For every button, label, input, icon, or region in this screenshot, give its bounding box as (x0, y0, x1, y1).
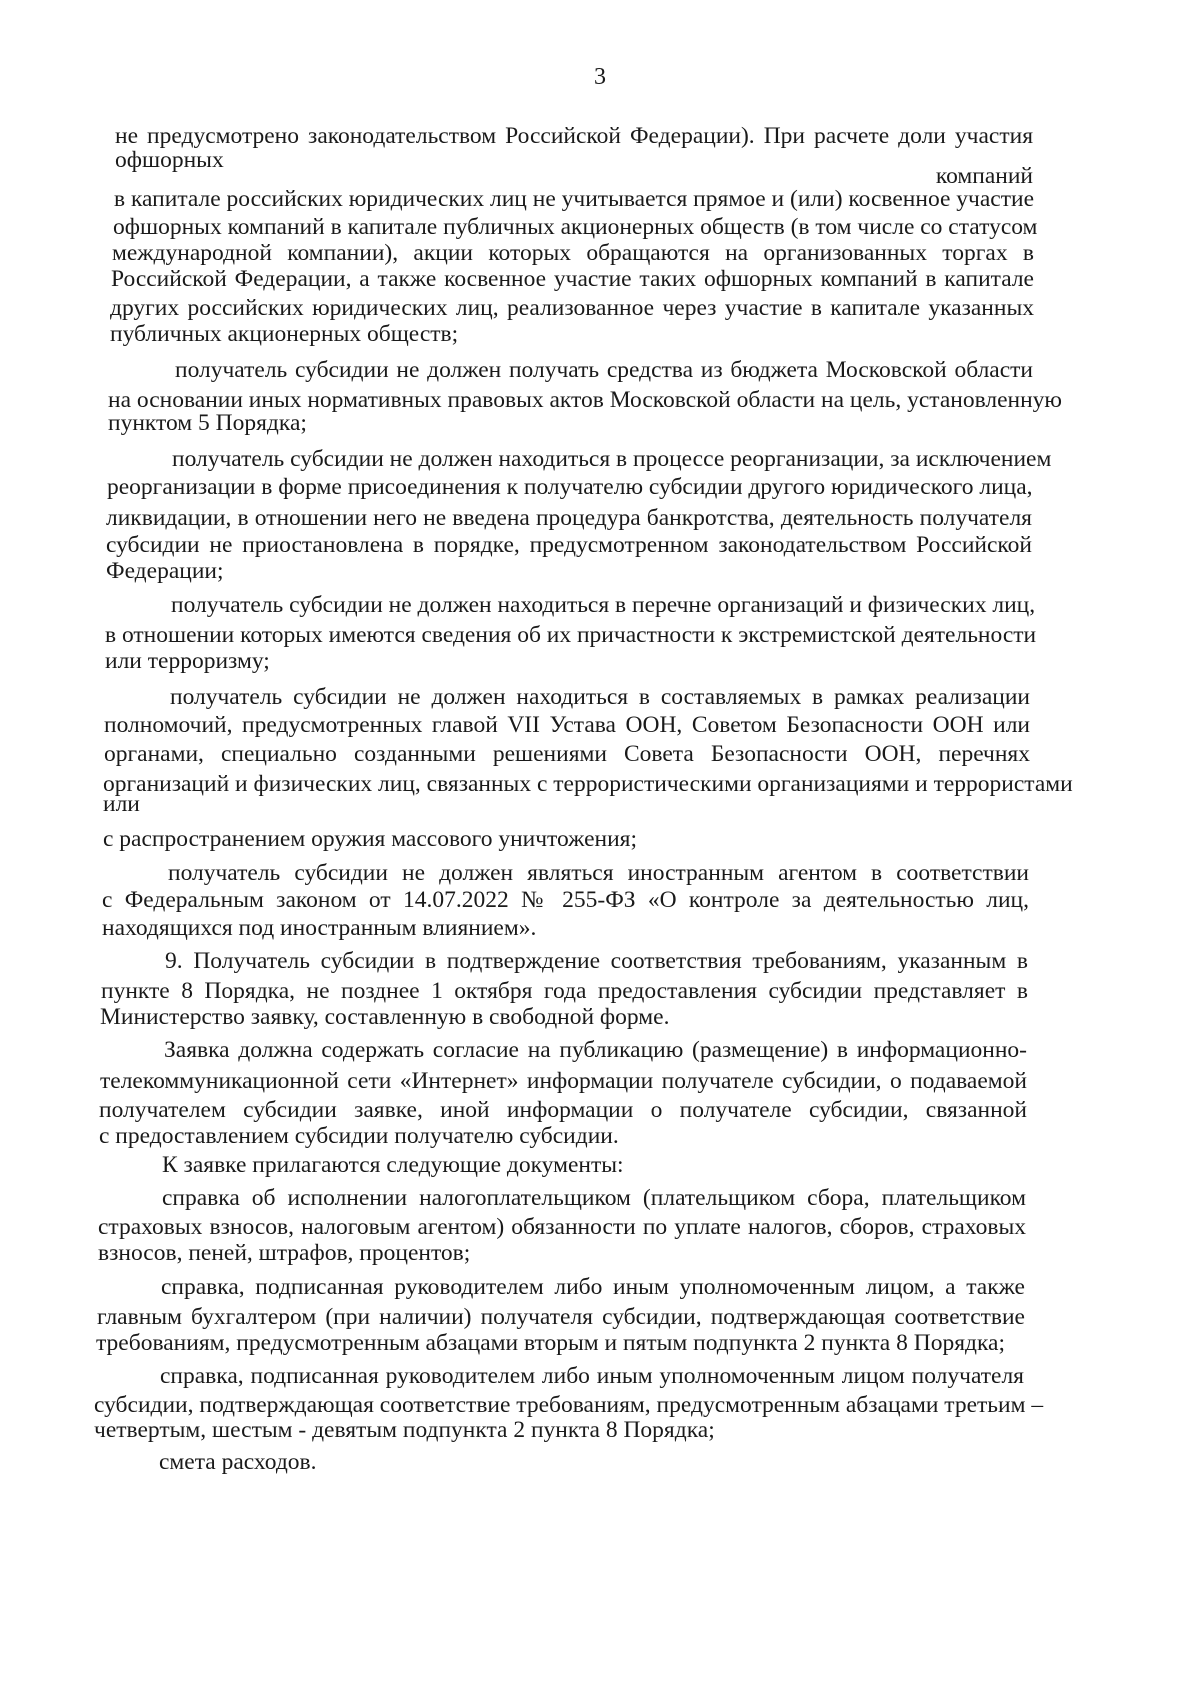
text-line: получатель субсидии не должен находиться в составляемых в рамках реализации (170, 684, 1030, 710)
text-line: телекоммуникационной сети «Интернет» информации получателе субсидии, о подаваемой (100, 1068, 1027, 1094)
text-line: органами, специально созданными решениями Совета Безопасности ООН, перечнях (104, 741, 1030, 767)
text-line: получатель субсидии не должен находиться в перечне организаций и физических лиц, (171, 592, 1036, 618)
text-line: получателем субсидии заявке, иной информации о получателе субсидии, связанной (99, 1097, 1027, 1123)
text-line: взносов, пеней, штрафов, процентов; (98, 1240, 471, 1266)
text-line: полномочий, предусмотренных главой VII Устава ООН, Советом Безопасности ООН или (104, 712, 1030, 738)
text-line: страховых взносов, налоговым агентом) обязанности по уплате налогов, сборов, страховых (98, 1214, 1026, 1240)
text-line: других российских юридических лиц, реализованное через участие в капитале указанных (110, 295, 1034, 321)
text-line: получатель субсидии не должен получать средства из бюджета Московской области (175, 357, 1033, 383)
text-line: смета расходов. (159, 1449, 317, 1475)
text-line: справка, подписанная руководителем либо иным уполномоченным лицом получателя (160, 1363, 1024, 1389)
text-line: или (103, 791, 140, 817)
text-line: четвертым, шестым - девятым подпункта 2 пункта 8 Порядка; (94, 1417, 715, 1443)
text-line: главным бухгалтером (при наличии) получателя субсидии, подтверждающая соответствие (97, 1304, 1025, 1330)
text-line: или терроризму; (105, 648, 270, 674)
text-line: в капитале российских юридических лиц не учитывается прямое и (или) косвенное участие (114, 186, 1034, 212)
text-line: получатель субсидии не должен находиться в процессе реорганизации, за исключением (172, 446, 1052, 472)
text-line: Заявка должна содержать согласие на публикацию (размещение) в информационно- (164, 1037, 1027, 1063)
text-line: ликвидации, в отношении него не введена процедура банкротства, деятельность получателя (106, 505, 1032, 531)
text-line: пунктом 5 Порядка; (108, 410, 307, 436)
text-line: не предусмотрено законодательством Российской Федерации). При расчете доли участия (115, 123, 1033, 149)
text-line: получатель субсидии не должен являться иностранным агентом в соответствии (168, 860, 1029, 886)
text-line: справка, подписанная руководителем либо иным уполномоченным лицом, а также (161, 1274, 1025, 1300)
text-line: Министерство заявку, составленную в свободной форме. (100, 1004, 670, 1030)
text-line: с распространением оружия массового уничтожения; (103, 826, 638, 852)
text-line: офшорных (115, 147, 224, 173)
text-line: субсидии не приостановлена в порядке, предусмотренном законодательством Российской (106, 532, 1032, 558)
text-line: Российской Федерации, а также косвенное участие таких офшорных компаний в капитале (111, 266, 1034, 292)
text-line: пункте 8 Порядка, не позднее 1 октября года предоставления субсидии представляет в (101, 978, 1028, 1004)
text-line: Федерации; (106, 558, 224, 584)
text-line: субсидии, подтверждающая соответствие требованиям, предусмотренным абзацами третьим – (94, 1392, 1044, 1418)
text-line: находящихся под иностранным влиянием». (102, 915, 537, 941)
text-line: компаний (935, 163, 1033, 189)
text-line: в отношении которых имеются сведения об их причастности к экстремистской деятельности (105, 622, 1037, 648)
text-line: международной компании), акции которых обращаются на организованных торгах в (112, 240, 1034, 266)
text-line: К заявке прилагаются следующие документы: (162, 1152, 624, 1178)
text-line: с предоставлением субсидии получателю субсидии. (99, 1123, 619, 1149)
page-number: 3 (594, 64, 606, 90)
text-line: организаций и физических лиц, связанных с террористическими организациями и террористами (103, 771, 1073, 797)
text-line: справка об исполнении налогоплательщиком (плательщиком сбора, плательщиком (162, 1185, 1026, 1211)
text-line: требованиям, предусмотренным абзацами вторым и пятым подпункта 2 пункта 8 Порядка; (96, 1330, 1005, 1356)
text-line: на основании иных нормативных правовых актов Московской области на цель, установленную (108, 387, 1062, 413)
text-line: офшорных компаний в капитале публичных акционерных обществ (в том числе со статусом (113, 214, 1038, 240)
text-line: 9. Получатель субсидии в подтверждение соответствия требованиям, указанным в (165, 948, 1028, 974)
text-line: публичных акционерных обществ; (110, 321, 459, 347)
text-line: реорганизации в форме присоединения к получателю субсидии другого юридического лица, (107, 474, 1033, 500)
text-line: с Федеральным законом от 14.07.2022 № 255-ФЗ «О контроле за деятельностью лиц, (102, 887, 1029, 913)
